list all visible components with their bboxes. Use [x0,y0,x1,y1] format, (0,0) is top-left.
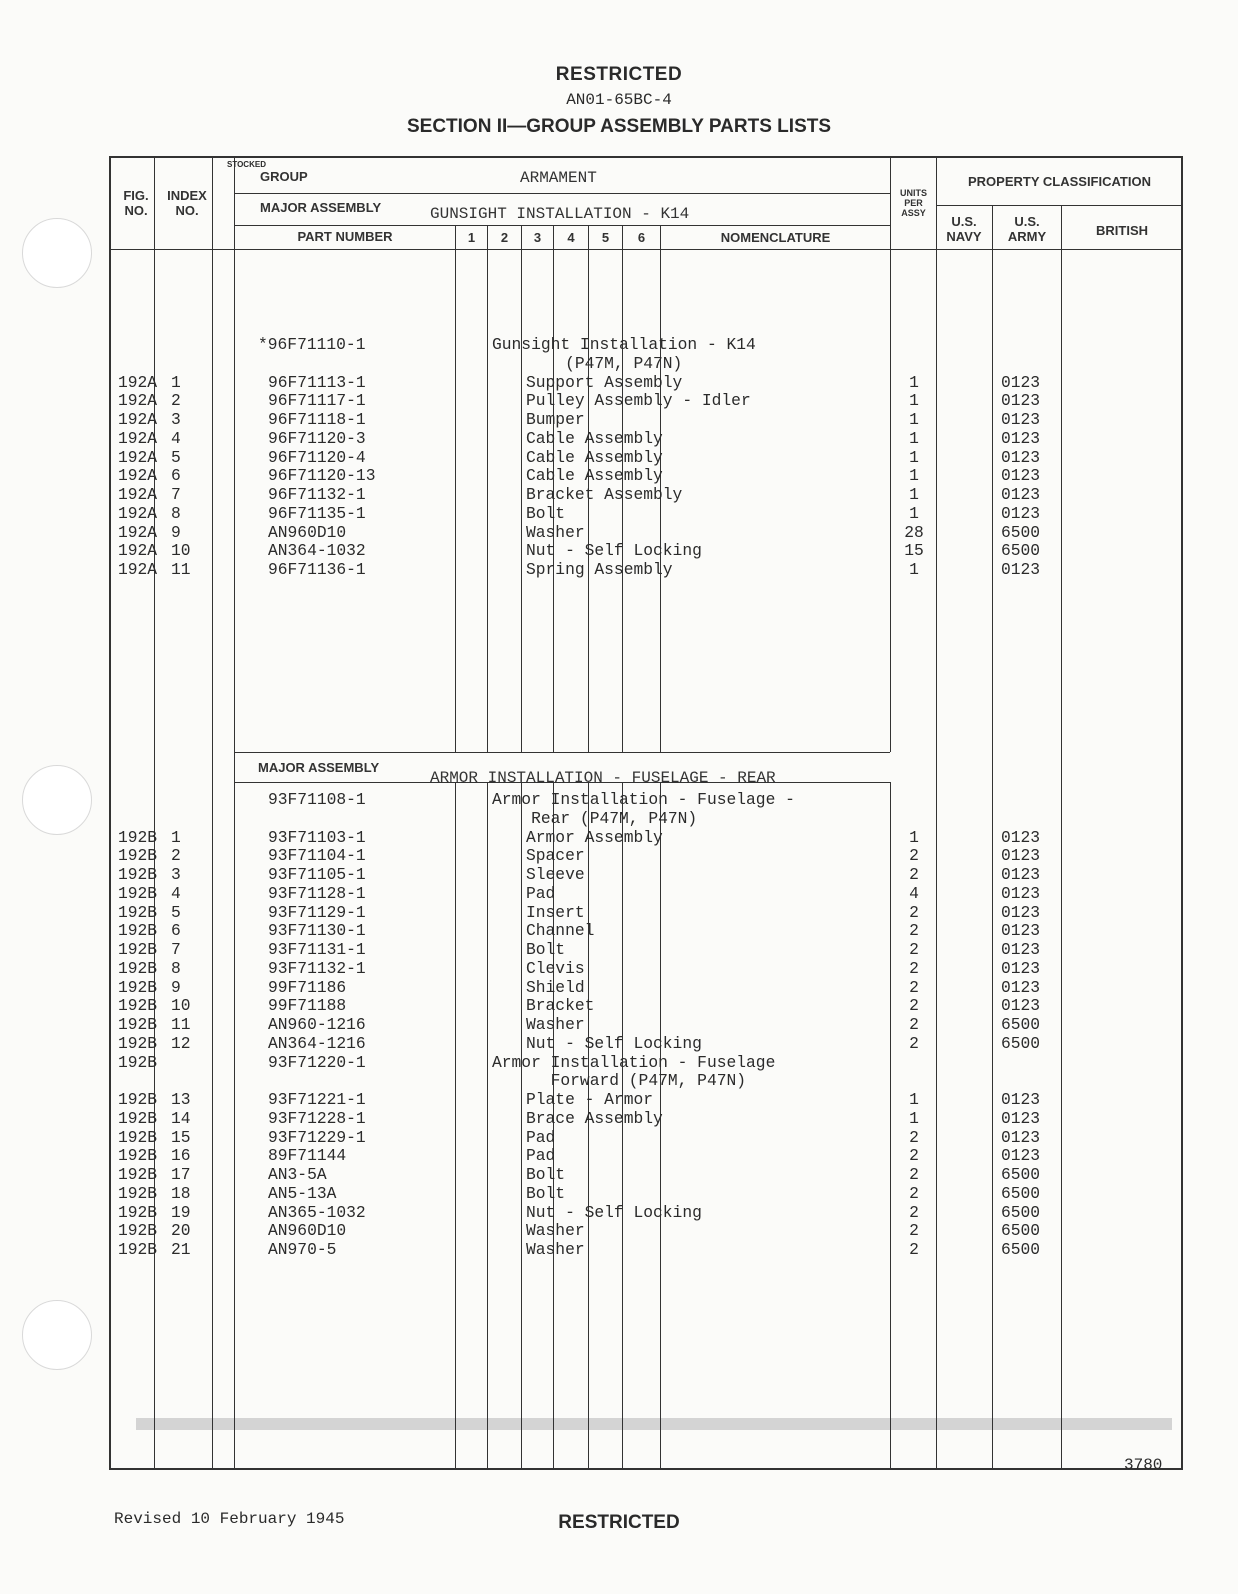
row-part: 93F71221-1 [268,1090,366,1109]
row-nom: Cable Assembly [526,466,663,486]
row-units: 2 [909,1240,919,1259]
row-nom: Washer [526,1221,585,1241]
row-part: 93F71228-1 [268,1108,366,1128]
row-fig: 192B [118,1183,158,1203]
row-nom: Nut - Self Locking [526,1033,702,1053]
row-army: 0123 [1001,977,1041,997]
row-units: 2 [909,958,919,978]
row-index: 8 [171,503,181,523]
us-navy-header: U.S. NAVY [946,214,982,244]
row-nom: Armor Installation - Fuselage - [492,790,795,809]
row-army: 0123 [1001,958,1041,978]
row-nom: Forward (P47M, P47N) [492,1071,747,1091]
row-part: AN364-1032 [268,541,366,561]
row-index: 11 [171,1015,191,1034]
row-fig: 192B [118,846,158,866]
row-units: 2 [909,940,919,959]
classification-header: RESTRICTED [555,64,683,85]
british-header: BRITISH [1096,223,1148,238]
row-index: 19 [171,1202,191,1222]
rule [487,782,488,1469]
row-fig: 192B [118,996,158,1016]
row-part: 96F71136-1 [268,560,366,579]
revision-date: Revised 10 February 1945 [114,1510,345,1528]
row-part: 93F71132-1 [268,958,366,978]
row-army: 6500 [1001,1183,1041,1203]
row-fig: 192A [118,372,158,392]
row-fig: 192A [118,447,158,467]
section-title: SECTION II—GROUP ASSEMBLY PARTS LISTS [406,116,832,137]
rule [455,782,456,1469]
rule [890,157,891,752]
row-nom: Washer [526,1015,585,1034]
row-fig: 192B [118,1240,158,1259]
rule [110,249,1182,250]
row-army: 0123 [1001,410,1041,429]
major-assembly-value-2: ARMOR INSTALLATION - FUSELAGE - REAR [430,769,776,787]
page-number: 3780 [1124,1456,1163,1474]
row-fig: 192B [118,977,158,997]
indent-col-header-1: 1 [467,230,476,245]
row-fig: 192B [118,1165,158,1184]
row-nom: Insert [526,902,585,922]
row-fig: 192B [118,1052,158,1072]
group-value: ARMAMENT [520,169,597,187]
row-units: 1 [909,1108,919,1128]
row-index: 10 [171,996,191,1016]
row-fig: 192A [118,541,158,561]
row-nom: Support Assembly [526,372,683,392]
group-label: GROUP [260,169,308,184]
row-fig: 192B [118,902,158,922]
row-nom: Bracket Assembly [526,485,683,504]
row-index: 8 [171,958,181,978]
row-fig: 192B [118,1202,158,1222]
row-index: 2 [171,391,181,411]
row-units: 1 [909,827,919,847]
row-units: 1 [909,410,919,429]
row-army: 0123 [1001,902,1041,922]
row-army: 6500 [1001,1221,1041,1241]
row-index: 3 [171,865,181,884]
row-part: 93F71104-1 [268,846,366,866]
rule [936,205,1182,206]
row-nom: Pad [526,1127,556,1147]
row-part: 93F71131-1 [268,940,366,959]
row-part: AN960D10 [268,1221,347,1241]
row-units: 28 [904,522,924,542]
row-units: 2 [909,1127,919,1147]
rule [487,225,488,752]
row-part: 96F71117-1 [268,391,366,411]
row-army: 0123 [1001,372,1041,392]
index-no-header: INDEX NO. [167,188,207,218]
rule [212,157,213,1469]
row-army: 6500 [1001,1033,1041,1053]
row-part: *96F71110-1 [258,335,366,354]
row-part: AN365-1032 [268,1202,366,1222]
row-army: 0123 [1001,865,1041,884]
row-army: 0123 [1001,846,1041,866]
row-nom: Bumper [526,410,585,429]
row-units: 1 [909,1090,919,1109]
binder-hole-top [22,218,92,288]
row-fig: 192B [118,1108,158,1128]
row-index: 14 [171,1108,191,1128]
row-units: 2 [909,865,919,884]
row-nom: (P47M, P47N) [526,353,683,373]
row-nom: Pulley Assembly - Idler [526,391,751,411]
row-nom: Armor Assembly [526,827,663,847]
rule [1061,205,1062,1469]
document-number: AN01-65BC-4 [566,91,672,109]
row-index: 2 [171,846,181,866]
row-fig: 192A [118,410,158,429]
row-part: 96F71120-13 [268,466,376,486]
row-index: 17 [171,1165,191,1184]
part-number-header: PART NUMBER [297,229,393,244]
row-nom: Channel [526,921,595,941]
row-nom: Bolt [526,503,566,523]
classification-footer: RESTRICTED [558,1512,680,1533]
row-part: AN960D10 [268,522,347,542]
row-part: 93F71129-1 [268,902,366,922]
row-nom: Spacer [526,846,585,866]
rule [890,782,891,1469]
row-index: 9 [171,522,181,542]
row-part: 99F71188 [268,996,347,1016]
row-fig: 192B [118,1146,158,1166]
row-index: 5 [171,902,181,922]
row-army: 0123 [1001,1108,1041,1128]
row-part: 93F71128-1 [268,883,366,903]
row-index: 6 [171,466,181,486]
stocked-header: STOCKED [227,160,266,169]
binder-hole-middle [22,765,92,835]
row-units: 15 [904,541,924,561]
row-nom: Bolt [526,940,566,959]
row-nom: Spring Assembly [526,560,673,579]
row-part: 96F71135-1 [268,503,366,523]
row-army: 6500 [1001,1240,1041,1259]
rule [234,193,890,194]
row-nom: Bolt [526,1183,566,1203]
row-army: 0123 [1001,996,1041,1016]
row-fig: 192A [118,503,158,523]
row-index: 9 [171,977,181,997]
row-index: 7 [171,940,181,959]
row-army: 0123 [1001,1146,1041,1166]
rule [936,157,937,1469]
row-units: 1 [909,391,919,411]
row-army: 6500 [1001,541,1041,561]
row-units: 1 [909,485,919,504]
row-part: 93F71130-1 [268,921,366,941]
row-army: 0123 [1001,391,1041,411]
row-units: 2 [909,1015,919,1034]
row-part: AN3-5A [268,1165,327,1184]
row-part: 96F71120-3 [268,428,366,448]
row-index: 13 [171,1090,191,1109]
row-fig: 192B [118,1033,158,1053]
row-units: 2 [909,1221,919,1241]
row-part: AN960-1216 [268,1015,366,1034]
major-assembly-value: GUNSIGHT INSTALLATION - K14 [430,205,690,223]
row-nom: Bolt [526,1165,566,1184]
row-nom: Rear (P47M, P47N) [492,808,698,828]
row-index: 3 [171,410,181,429]
row-fig: 192B [118,1127,158,1147]
row-units: 1 [909,466,919,486]
row-part: AN970-5 [268,1240,337,1259]
row-army: 0123 [1001,447,1041,467]
row-part: 96F71120-4 [268,447,366,467]
row-index: 20 [171,1221,191,1241]
row-index: 4 [171,428,181,448]
row-nom: Pad [526,1146,556,1166]
row-nom: Brace Assembly [526,1108,663,1128]
row-index: 15 [171,1127,191,1147]
rule [521,782,522,1469]
major-assembly-label-2: MAJOR ASSEMBLY [258,760,380,775]
row-part: 96F71118-1 [268,410,366,429]
binder-hole-bottom [22,1300,92,1370]
row-nom: Washer [526,522,585,542]
row-index: 6 [171,921,181,941]
row-fig: 192A [118,485,158,504]
row-fig: 192B [118,1221,158,1241]
row-units: 1 [909,428,919,448]
fig-no-header: FIG. NO. [123,188,149,218]
row-units: 1 [909,447,919,467]
row-army: 6500 [1001,1015,1041,1034]
rule [521,225,522,752]
row-army: 0123 [1001,827,1041,847]
row-army: 0123 [1001,1127,1041,1147]
row-part: 93F71105-1 [268,865,366,884]
row-part: AN364-1216 [268,1033,366,1053]
major-assembly-label: MAJOR ASSEMBLY [260,200,382,215]
row-units: 1 [909,372,919,392]
rule [455,225,456,752]
row-army: 0123 [1001,1090,1041,1109]
indent-col-header-2: 2 [500,230,509,245]
indent-col-header-5: 5 [601,230,610,245]
row-units: 2 [909,1165,919,1184]
row-nom: Cable Assembly [526,447,663,467]
row-index: 18 [171,1183,191,1203]
row-nom: Bracket [526,996,595,1016]
nomenclature-header: NOMENCLATURE [720,230,831,245]
row-fig: 192B [118,865,158,884]
row-fig: 192B [118,921,158,941]
row-part: 99F71186 [268,977,347,997]
row-units: 2 [909,921,919,941]
row-nom: Sleeve [526,865,585,884]
row-nom: Nut - Self Locking [526,541,702,561]
row-part: 93F71103-1 [268,827,366,847]
row-fig: 192B [118,940,158,959]
row-units: 2 [909,977,919,997]
row-index: 1 [171,827,181,847]
row-index: 21 [171,1240,191,1259]
row-part: 93F71229-1 [268,1127,366,1147]
row-fig: 192B [118,958,158,978]
row-index: 16 [171,1146,191,1166]
row-units: 2 [909,902,919,922]
indent-col-header-6: 6 [637,230,646,245]
row-fig: 192A [118,428,158,448]
row-units: 1 [909,503,919,523]
row-index: 4 [171,883,181,903]
row-nom: Armor Installation - Fuselage [492,1052,776,1072]
row-index: 12 [171,1033,191,1053]
row-index: 10 [171,541,191,561]
row-index: 11 [171,560,191,579]
row-nom: Cable Assembly [526,428,663,448]
row-units: 2 [909,1202,919,1222]
row-army: 0123 [1001,921,1041,941]
row-fig: 192B [118,883,158,903]
row-part: 89F71144 [268,1146,347,1166]
row-nom: Pad [526,883,556,903]
row-army: 0123 [1001,485,1041,504]
row-fig: 192A [118,522,158,542]
units-per-assy-header: UNITS PER ASSY [900,188,927,218]
row-army: 0123 [1001,940,1041,959]
row-fig: 192B [118,1015,158,1034]
row-units: 2 [909,1146,919,1166]
row-nom: Plate - Armor [526,1090,654,1109]
table-bottom-shade [136,1418,1172,1430]
row-units: 4 [909,883,919,903]
row-index: 1 [171,372,181,392]
row-part: 96F71132-1 [268,485,366,504]
row-part: 93F71220-1 [268,1052,366,1072]
row-part: 93F71108-1 [268,790,366,809]
row-units: 2 [909,996,919,1016]
us-army-header: U.S. ARMY [1007,214,1047,244]
row-nom: Shield [526,977,585,997]
row-fig: 192B [118,1090,158,1109]
row-index: 5 [171,447,181,467]
row-nom: Nut - Self Locking [526,1202,702,1222]
row-part: AN5-13A [268,1183,337,1203]
row-units: 2 [909,1033,919,1053]
row-army: 0123 [1001,883,1041,903]
row-army: 6500 [1001,1165,1041,1184]
indent-col-header-3: 3 [533,230,542,245]
row-nom: Washer [526,1240,585,1259]
row-index: 7 [171,485,181,504]
row-army: 0123 [1001,428,1041,448]
row-fig: 192B [118,827,158,847]
row-nom: Clevis [526,958,585,978]
row-army: 6500 [1001,522,1041,542]
row-army: 6500 [1001,1202,1041,1222]
row-fig: 192A [118,560,158,579]
rule [234,157,235,1469]
row-army: 0123 [1001,503,1041,523]
rule [992,205,993,1469]
row-fig: 192A [118,391,158,411]
row-units: 2 [909,846,919,866]
row-units: 2 [909,1183,919,1203]
property-classification-header: PROPERTY CLASSIFICATION [968,174,1151,189]
rule [154,157,155,1469]
row-fig: 192A [118,466,158,486]
row-units: 1 [909,560,919,579]
row-part: 96F71113-1 [268,372,366,392]
row-nom: Gunsight Installation - K14 [492,335,756,354]
row-army: 0123 [1001,466,1041,486]
row-army: 0123 [1001,560,1041,579]
rule [234,225,890,226]
rule [234,752,890,753]
indent-col-header-4: 4 [567,230,575,245]
